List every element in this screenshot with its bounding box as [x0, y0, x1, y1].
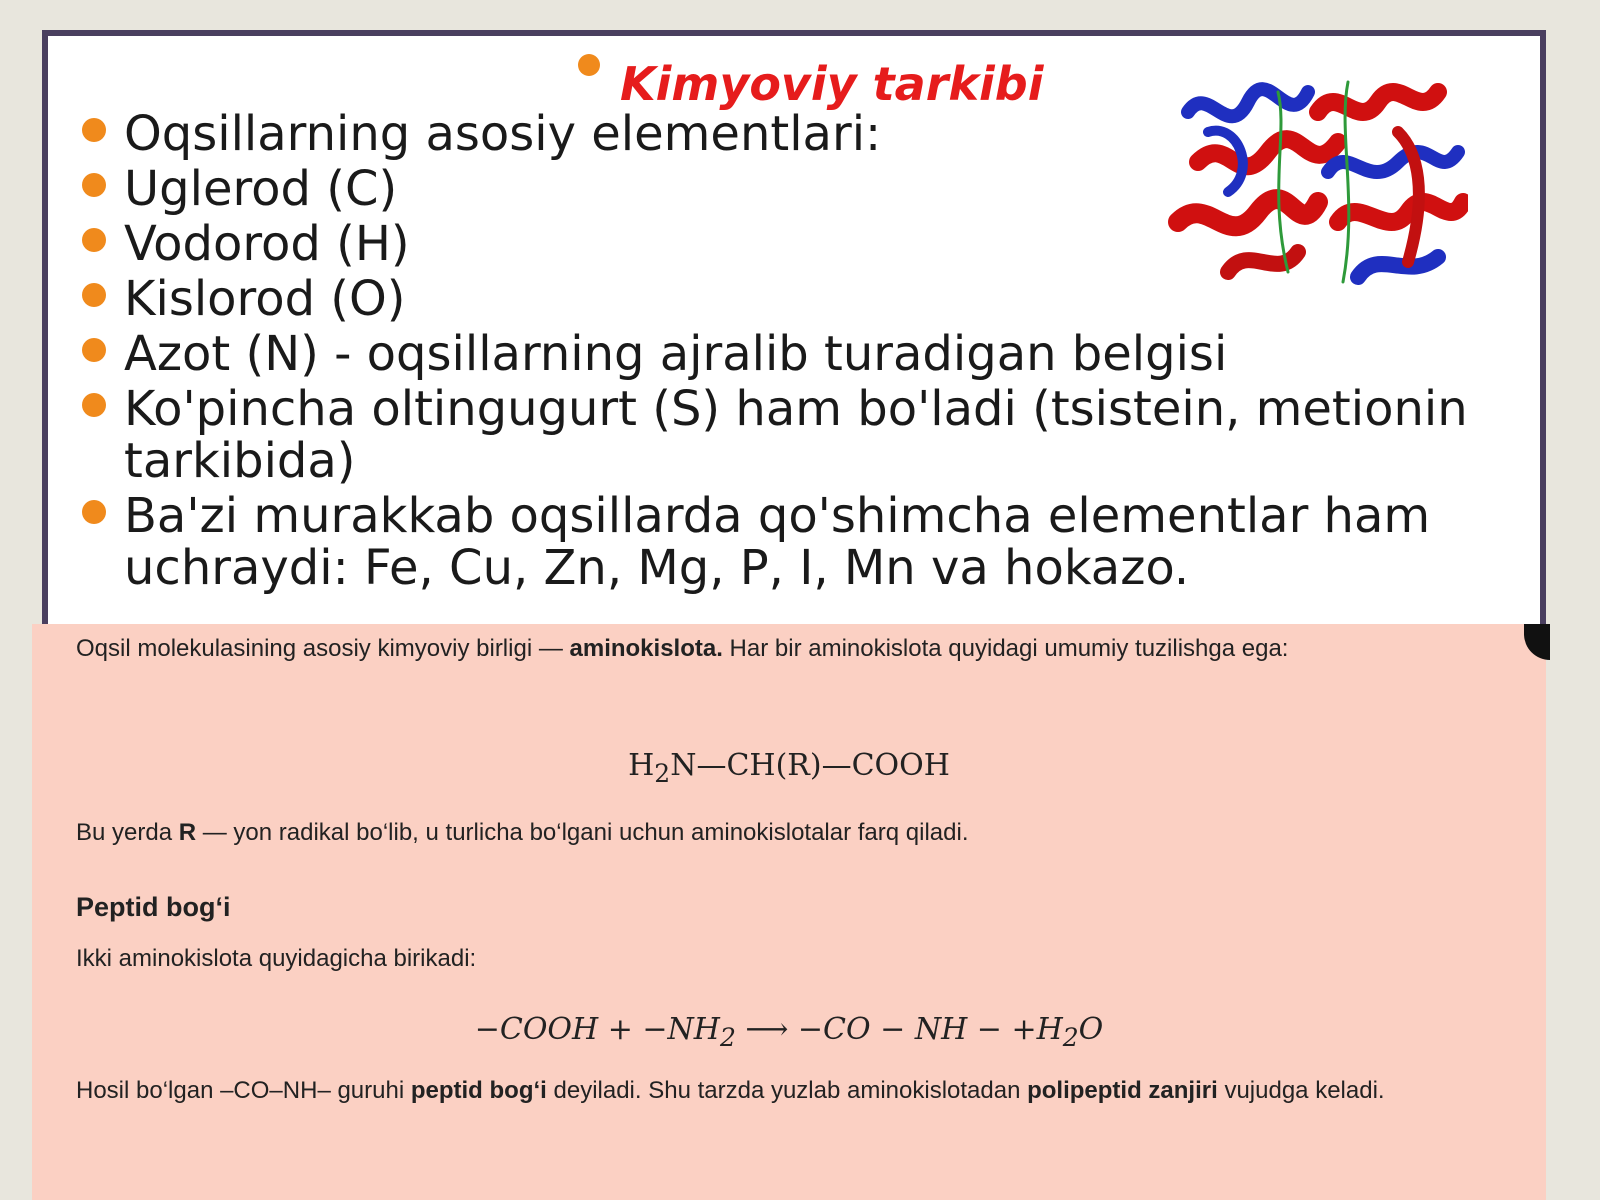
intro-text-after: Har bir aminokislota quyidagi umumiy tuzilishga ega:: [722, 635, 1289, 662]
r-note-bold: R: [178, 819, 197, 846]
formula-part: ⟶ −CO − NH − +H: [735, 1012, 1063, 1047]
bullet-dot-icon: [82, 283, 106, 307]
bullet-dot-icon: [82, 228, 106, 252]
bullet-item: [82, 490, 1542, 594]
formula-part: −COOH + −NH: [474, 1012, 720, 1047]
bullet-list: [82, 108, 1542, 597]
intro-bold: aminokislota.: [569, 635, 723, 662]
final-paragraph: [76, 1068, 1436, 1113]
r-note-text: Bu yerda: [76, 819, 179, 846]
formula-subscript: 2: [719, 1023, 736, 1052]
bullet-item: [82, 273, 1542, 325]
bullet-item: [82, 218, 1542, 270]
final-text: Hosil bo‘lgan –CO–NH– guruhi: [76, 1077, 411, 1104]
intro-text: Oqsil molekulasining asosiy kimyoviy birligi —: [76, 635, 570, 662]
peptide-heading: Peptid bog‘i: [76, 892, 231, 922]
bullet-item: [82, 328, 1542, 380]
final-text: vujudga keladi.: [1217, 1077, 1385, 1104]
combine-text: Ikki aminokislota quyidagicha birikadi:: [76, 945, 477, 972]
r-note-text-after: — yon radikal bo‘lib, u turlicha bo‘lgani uchun aminokislotalar farq qiladi.: [196, 819, 969, 846]
answer-panel: [32, 624, 1546, 1200]
formula-part: O: [1078, 1012, 1104, 1047]
final-bold: peptid bog‘i: [410, 1077, 547, 1104]
aminoacid-formula: [32, 748, 1546, 788]
corner-marker: [1524, 624, 1550, 660]
bullet-text: Azot (N) - oqsillarning ajralib turadigan belgisi: [124, 326, 1228, 382]
bullet-text: Ba'zi murakkab oqsillarda qo'shimcha elementlar ham uchraydi: Fe, Cu, Zn, Mg, P, I, Mn va hokazo.: [124, 488, 1431, 596]
r-note: [76, 810, 1436, 855]
slide-title: Kimyoviy tarkibi: [620, 57, 1044, 111]
bullet-item: [82, 163, 1542, 215]
bullet-text: Ko'pincha oltingugurt (S) ham bo'ladi (tsistein, metionin tarkibida): [124, 381, 1468, 489]
bullet-item: [82, 108, 1542, 160]
bullet-text: Kislorod (O): [124, 271, 406, 327]
bullet-text: Uglerod (C): [124, 161, 398, 217]
formula-subscript: 2: [654, 759, 671, 788]
final-bold: polipeptid zanjiri: [1027, 1077, 1218, 1104]
bullet-text: Oqsillarning asosiy elementlari:: [124, 106, 882, 162]
intro-paragraph: [76, 626, 1436, 671]
bullet-item: [82, 383, 1542, 487]
bullet-text: Vodorod (H): [124, 216, 410, 272]
bullet-dot-icon: [82, 338, 106, 362]
bullet-dot-icon: [82, 118, 106, 142]
slide-panel: [42, 30, 1546, 670]
final-text: deyiladi. Shu tarzda yuzlab aminokislotadan: [546, 1077, 1028, 1104]
formula-part: H: [628, 748, 655, 783]
bullet-dot-icon: [82, 173, 106, 197]
peptide-formula: [32, 1012, 1546, 1052]
title-bullet-icon: [578, 54, 600, 76]
bullet-dot-icon: [82, 500, 106, 524]
formula-part: N—CH(R)—COOH: [670, 748, 950, 783]
bullet-dot-icon: [82, 393, 106, 417]
formula-subscript: 2: [1062, 1023, 1079, 1052]
